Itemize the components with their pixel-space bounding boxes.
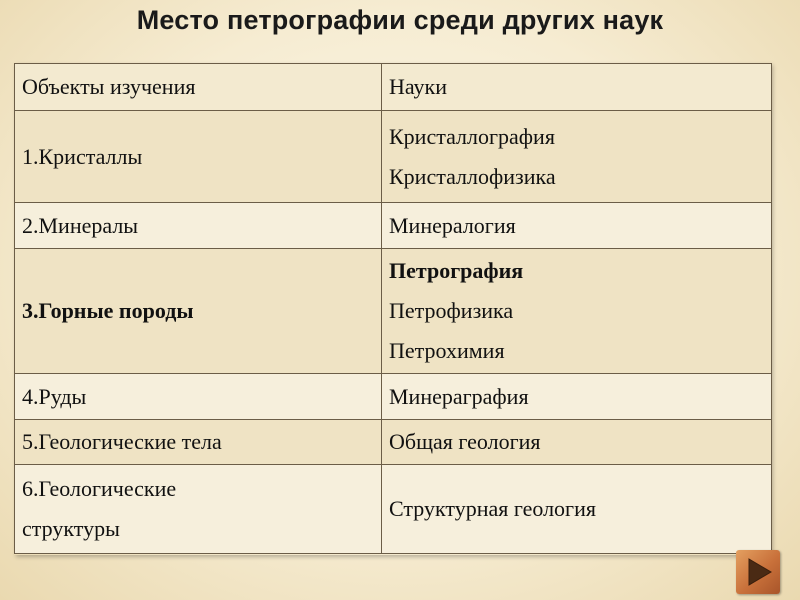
table-row <box>15 420 772 465</box>
table-row <box>15 111 772 203</box>
object-line: структуры <box>22 516 120 541</box>
science-name: Минералогия <box>389 212 516 238</box>
science-name: Кристаллография <box>389 123 555 149</box>
sciences-cell <box>382 374 772 420</box>
object-cell: 3.Горные породы <box>15 249 382 374</box>
object-line: 6.Геологические <box>22 476 177 501</box>
object-cell: 1.Кристаллы <box>15 111 382 203</box>
science-name: Петрохимия <box>389 338 505 363</box>
slide-title: Место петрографии среди других наук <box>136 5 664 35</box>
sciences-cell <box>382 420 772 465</box>
science-name: Петрофизика <box>389 298 514 323</box>
table-row <box>15 249 772 374</box>
science-name: Петрография <box>389 258 524 283</box>
science-name: Общая геология <box>389 429 541 454</box>
science-name: Минераграфия <box>389 383 529 409</box>
object-cell: 5.Геологические тела <box>15 420 382 465</box>
object-cell: 4.Руды <box>15 374 382 420</box>
header-sciences: Науки <box>382 64 772 111</box>
header-objects: Объекты изучения <box>15 64 382 111</box>
table-header-row <box>15 64 772 111</box>
play-triangle-icon <box>736 550 780 594</box>
sciences-table <box>14 63 771 555</box>
object-cell <box>15 465 382 554</box>
sciences-cell <box>382 111 772 203</box>
object-cell: 2.Минералы <box>15 203 382 249</box>
sciences-cell <box>382 203 772 249</box>
science-name: Структурная геология <box>389 496 596 521</box>
next-slide-button[interactable] <box>736 550 780 594</box>
science-name: Кристаллофизика <box>389 163 556 189</box>
sciences-cell <box>382 465 772 554</box>
sciences-cell <box>382 249 772 374</box>
table-row <box>15 203 772 249</box>
table-row <box>15 465 772 554</box>
table-row <box>15 374 772 420</box>
